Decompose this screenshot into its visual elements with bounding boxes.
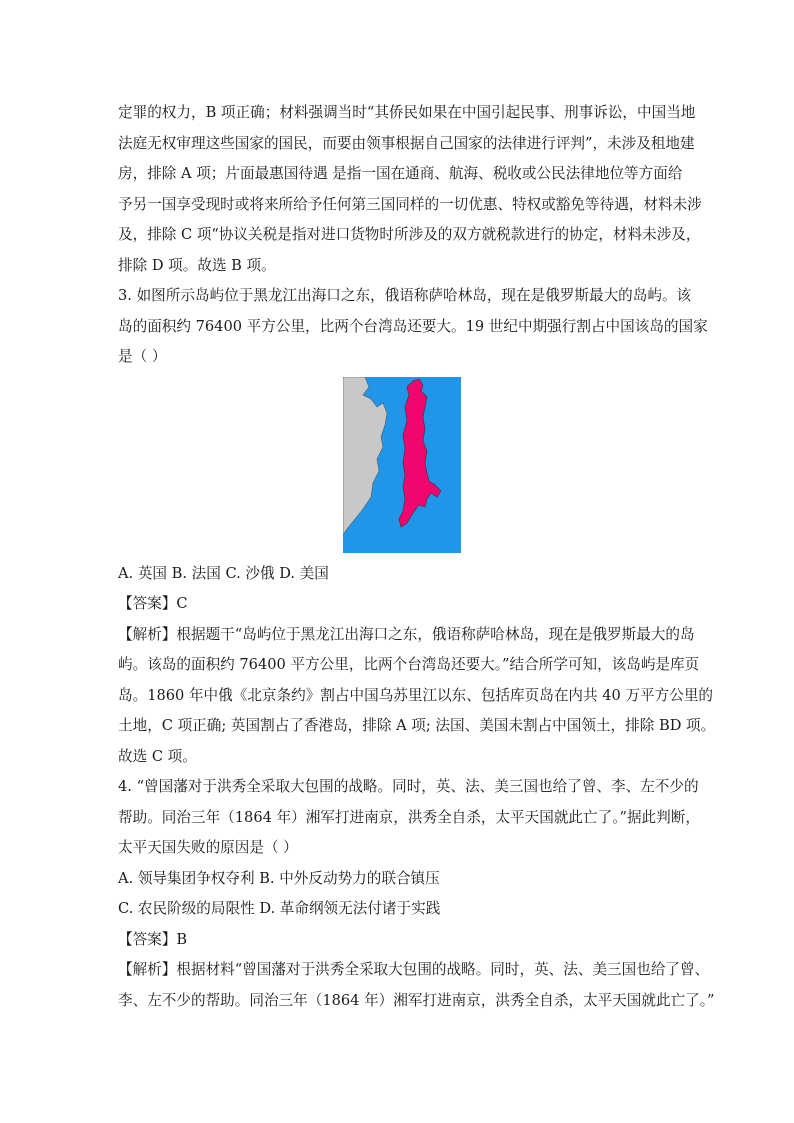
question-4-analysis: 【解析】根据材料“曾国藩对于洪秀全采取大包围的战略。同时，英、法、美三国也给了曾、 <box>118 961 710 978</box>
text-line: 法庭无权审理这些国家的国民，而要由领事根据自己国家的法律进行评判”，未涉及租地建 <box>118 134 695 152</box>
question-3-answer: 【答案】C <box>118 595 188 612</box>
question-4-text: 4. “曾国藩对于洪秀全采取大包围的战略。同时，英、法、美三国也给了曾、李、左不少的 <box>118 778 699 795</box>
map-figure <box>118 377 686 553</box>
question-3-analysis: 故选 C 项。 <box>118 747 197 765</box>
question-3-options: A. 英国 B. 法国 C. 沙俄 D. 美国 <box>118 564 329 582</box>
text-line: 定罪的权力，B 项正确；材料强调当时“其侨民如果在中国引起民事、刑事诉讼，中国当地 <box>118 104 696 121</box>
question-3-text: 是（ ） <box>118 348 167 365</box>
text-line: 房，排除 A 项；片面最惠国待遇 是指一国在通商、航海、税收或公民法律地位等方面给 <box>118 165 683 182</box>
question-4-analysis: 李、左不少的帮助。同治三年（1864 年）湘军打进南京，洪秀全自杀，太平天国就此亡了。” <box>118 991 715 1009</box>
question-3-analysis: 屿。该岛的面积约 76400 平方公里，比两个台湾岛还要大。”结合所学可知，该岛屿是库页 <box>118 656 700 673</box>
sakhalin-map <box>343 377 461 553</box>
question-4-text: 帮助。同治三年（1864 年）湘军打进南京，洪秀全自杀，太平天国就此亡了。”据此判断， <box>118 808 700 826</box>
question-4-options: A. 领导集团争权夺利 B. 中外反动势力的联合镇压 <box>118 869 440 887</box>
document-page <box>118 98 716 1016</box>
question-3-text: 3. 如图所示岛屿位于黑龙江出海口之东，俄语称萨哈林岛，现在是俄罗斯最大的岛屿。该 <box>118 287 692 304</box>
question-3-analysis: 【解析】根据题干“岛屿位于黑龙江出海口之东，俄语称萨哈林岛，现在是俄罗斯最大的岛 <box>118 625 695 643</box>
question-3-analysis: 土地，C 项正确; 英国割占了香港岛，排除 A 项; 法国、美国未割占中国领土，排除 BD 项。 <box>118 717 716 734</box>
question-4-answer: 【答案】B <box>118 930 188 948</box>
text-line: 排除 D 项。故选 B 项。 <box>118 256 276 274</box>
text-line: 予另一国享受现时或将来所给予任何第三国同样的一切优惠、特权或豁免等待遇，材料未涉 <box>118 195 702 213</box>
question-4-text: 太平天国失败的原因是（ ） <box>118 839 298 856</box>
text-line: 及，排除 C 项“协议关税是指对进口货物时所涉及的双方就税款进行的协定，材料未涉及， <box>118 226 701 243</box>
question-3-analysis: 岛。1860 年中俄《北京条约》割占中国乌苏里江以东、包括库页岛在内共 40 万平方公里的 <box>118 686 714 704</box>
question-4-options: C. 农民阶级的局限性 D. 革命纲领无法付诸于实践 <box>118 900 441 917</box>
question-3-text: 岛的面积约 76400 平方公里，比两个台湾岛还要大。19 世纪中期强行割占中国该岛的国家 <box>118 317 708 335</box>
